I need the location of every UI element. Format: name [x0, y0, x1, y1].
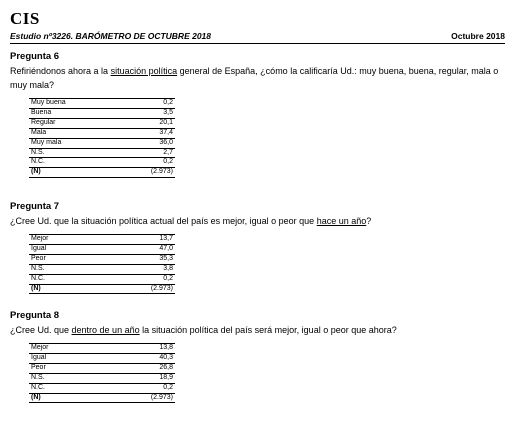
row-label: Muy mala [29, 138, 115, 148]
question-7 [10, 201, 510, 294]
row-value: 47,0 [115, 244, 175, 254]
table-row [29, 148, 175, 158]
question-title: Pregunta 8 [10, 310, 60, 321]
row-label: (N) [29, 284, 115, 294]
table-row [29, 254, 175, 264]
results-table [29, 234, 175, 294]
question-text [10, 323, 510, 337]
row-value: 0,2 [115, 99, 175, 109]
table-row [29, 158, 175, 168]
row-label: Mala [29, 128, 115, 138]
row-label: N.S. [29, 264, 115, 274]
question-text-part: ¿Cree Ud. que [10, 325, 72, 335]
cis-logo: CIS [10, 9, 40, 28]
question-text-underlined: situación política [110, 66, 178, 76]
header-date: Octubre 2018 [451, 31, 505, 41]
question-text-part: ¿Cree Ud. que la situación política actual del país es mejor, igual o peor que [10, 216, 317, 226]
row-value: 36,0 [115, 138, 175, 148]
row-label: Igual [29, 353, 115, 363]
row-value: 18,9 [115, 373, 175, 383]
row-label: Buena [29, 108, 115, 118]
row-value: 37,4 [115, 128, 175, 138]
question-text-part: la situación política del país será mejor, igual o peor que ahora? [139, 325, 397, 335]
table-row [29, 383, 175, 393]
row-label: Igual [29, 244, 115, 254]
row-label: Muy buena [29, 99, 115, 109]
row-label: N.S. [29, 148, 115, 158]
row-label: Mejor [29, 344, 115, 354]
row-value: 0,2 [115, 274, 175, 284]
results-table [29, 343, 175, 403]
question-text [10, 64, 510, 92]
table-row [29, 244, 175, 254]
results-table [29, 98, 175, 178]
row-value: 20,1 [115, 118, 175, 128]
table-row [29, 264, 175, 274]
table-row [29, 128, 175, 138]
row-label: (N) [29, 393, 115, 403]
row-value: 0,2 [115, 383, 175, 393]
row-value: 2,7 [115, 148, 175, 158]
table-row [29, 235, 175, 245]
question-title: Pregunta 7 [10, 201, 60, 212]
row-label: Mejor [29, 235, 115, 245]
row-label: Peor [29, 363, 115, 373]
question-6 [10, 51, 510, 178]
question-text-part: Refiriéndonos ahora a la [10, 66, 111, 76]
row-value: 40,3 [115, 353, 175, 363]
row-value: 3,8 [115, 264, 175, 274]
question-8 [10, 310, 510, 403]
table-row [29, 353, 175, 363]
table-row [29, 99, 175, 109]
row-value: 35,3 [115, 254, 175, 264]
table-row [29, 363, 175, 373]
row-label: Peor [29, 254, 115, 264]
table-row-total [29, 168, 175, 178]
row-value: 13,7 [115, 235, 175, 245]
table-row [29, 138, 175, 148]
table-row [29, 344, 175, 354]
row-value: 0,2 [115, 158, 175, 168]
question-text [10, 214, 510, 228]
table-row-total [29, 393, 175, 403]
row-value: (2.973) [115, 168, 175, 178]
table-row [29, 373, 175, 383]
question-text-part: ? [366, 216, 372, 226]
row-value: (2.973) [115, 393, 175, 403]
row-label: N.C. [29, 274, 115, 284]
row-value: (2.973) [115, 284, 175, 294]
question-text-underlined: dentro de un año [71, 325, 140, 335]
row-label: (N) [29, 168, 115, 178]
table-row [29, 108, 175, 118]
table-row [29, 118, 175, 128]
row-label: N.C. [29, 383, 115, 393]
question-text-part: general de España, ¿cómo la calificaría Ud.: muy buena, buena, regular, mala o muy mala? [10, 66, 499, 90]
question-text-underlined: hace un año [316, 216, 367, 226]
study-title: Estudio nº3226. BARÓMETRO DE OCTUBRE 2018 [10, 31, 212, 41]
row-label: N.S. [29, 373, 115, 383]
row-value: 13,8 [115, 344, 175, 354]
row-label: N.C. [29, 158, 115, 168]
row-value: 26,8 [115, 363, 175, 373]
row-label: Regular [29, 118, 115, 128]
table-row [29, 274, 175, 284]
row-value: 3,5 [115, 108, 175, 118]
question-title: Pregunta 6 [10, 51, 60, 62]
document-header [10, 29, 505, 44]
table-row-total [29, 284, 175, 294]
